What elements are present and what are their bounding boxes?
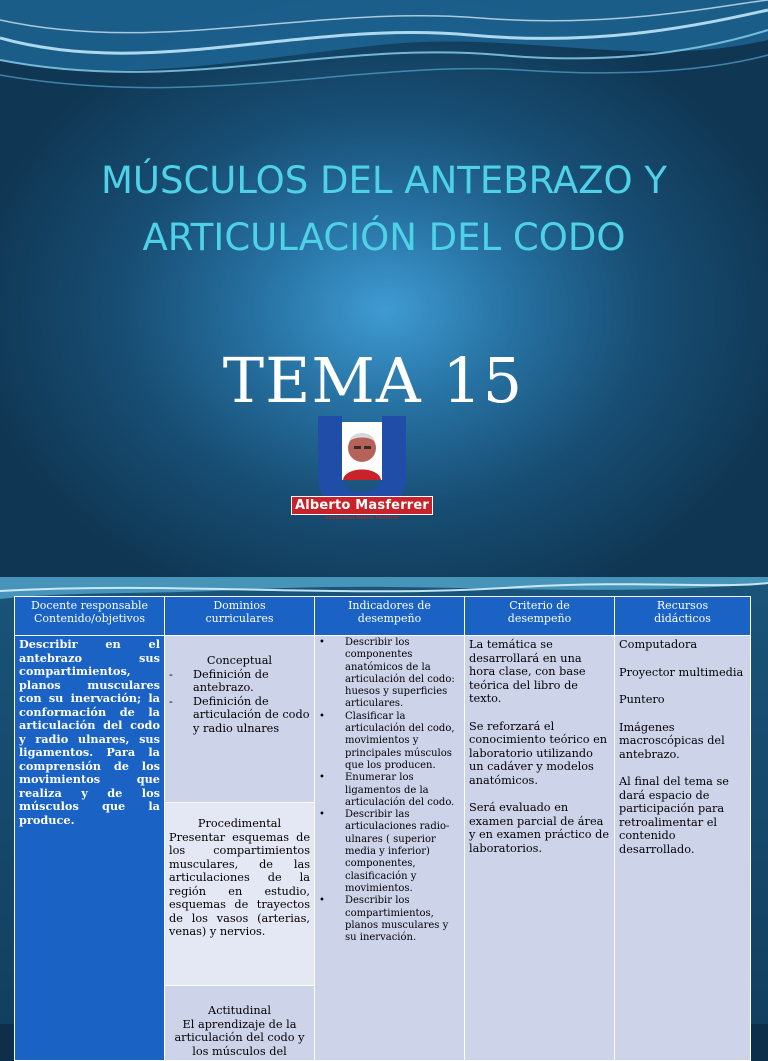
list-item: - Definición de articulación de codo y radio ulnares bbox=[193, 695, 310, 736]
header-indicadores: Indicadores de desempeño bbox=[315, 597, 465, 636]
header-docente: Docente responsable Contenido/objetivos bbox=[15, 597, 165, 636]
slide-title: MÚSCULOS DEL ANTEBRAZO Y ARTICULACIÓN DEL CODO bbox=[100, 159, 668, 259]
criterio-cell bbox=[465, 636, 615, 1061]
header-recursos: Recursos didácticos bbox=[615, 597, 751, 636]
header-criterio: Criterio de desempeño bbox=[465, 597, 615, 636]
actitudinal-title: Actitudinal bbox=[208, 1004, 271, 1017]
objetivo-cell: Describir en el antebrazo sus compartimientos, planos musculares con su inervación; la conformación de la articulación del codo y radio ulnares, sus ligamentos. Para la comprensión de los movimientos que realiza y de los músculos que la produce. bbox=[15, 636, 165, 1061]
recurso-item: Computadora bbox=[619, 638, 698, 651]
recursos-cell bbox=[615, 636, 751, 1061]
criterio-text: La temática se desarrollará en una hora clase, con base teórica del libro de texto. bbox=[469, 638, 586, 705]
table-header-row bbox=[15, 597, 751, 636]
slide-subtitle: TEMA 15 bbox=[222, 344, 524, 417]
criterio-text: Será evaluado en examen parcial de área y en examen práctico de laboratorios. bbox=[469, 801, 610, 855]
recurso-item: Puntero bbox=[619, 693, 665, 706]
curriculum-table bbox=[14, 596, 751, 1061]
table-row bbox=[15, 636, 751, 803]
recurso-item: Al final del tema se dará espacio de participación para retroalimentar el contenido desarrollado. bbox=[619, 775, 729, 856]
dominio-actitudinal bbox=[165, 986, 315, 1061]
logo-text: Alberto Masferrer bbox=[291, 496, 433, 515]
recurso-item: Proyector multimedia bbox=[619, 665, 744, 679]
list-item: - Definición de antebrazo. bbox=[193, 668, 310, 695]
list-item: • Clasificar la articulación del codo, movimientos y principales músculos que los producen. bbox=[345, 711, 462, 772]
header-dominios: Dominios curriculares bbox=[165, 597, 315, 636]
actitudinal-text: El aprendizaje de la articulación del codo y los músculos del bbox=[174, 1017, 305, 1058]
indicadores-cell bbox=[315, 636, 465, 1061]
procedimental-text: Presentar esquemas de los compartimientos musculares, de las articulaciones de la región en estudio, esquemas de trayectos de los vasos (arterias, venas) y nervios. bbox=[169, 830, 310, 938]
logo-tagline: Universidad Alberto Masferrer bbox=[324, 515, 400, 521]
table-slide bbox=[0, 577, 768, 1058]
list-item: • Describir los componentes anatómicos de la articulación del codo: huesos y superficies articulares. bbox=[345, 637, 462, 711]
conceptual-title: Conceptual bbox=[206, 654, 273, 667]
dominio-conceptual bbox=[165, 636, 315, 803]
list-item: • Enumerar los ligamentos de la articulación del codo. bbox=[345, 772, 462, 809]
criterio-text: Se reforzará el conocimiento teórico en laboratorio utilizando un cadáver y modelos anatómicos. bbox=[469, 719, 608, 787]
list-item: • Describir los compartimientos, planos musculares y su inervación. bbox=[345, 895, 462, 944]
procedimental-title: Procedimental bbox=[197, 817, 282, 830]
decorative-waves bbox=[0, 0, 768, 110]
conceptual-list bbox=[169, 668, 310, 736]
list-item: • Describir las articulaciones radio-ulnares ( superior media y inferior) componentes, clasificación y movimientos. bbox=[345, 809, 462, 895]
recurso-item: Imágenes macroscópicas del antebrazo. bbox=[619, 720, 725, 761]
dominio-procedimental bbox=[165, 803, 315, 986]
indicadores-list bbox=[317, 637, 462, 944]
